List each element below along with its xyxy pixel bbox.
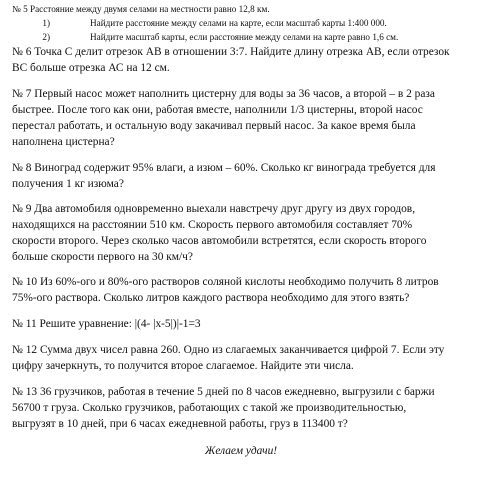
problem-8 [12, 160, 470, 192]
problem-12 [12, 342, 470, 374]
problem-11 [12, 316, 470, 332]
problem-5-line-1: № 5 Расстояние между двумя селами на местности равно 12,8 км. [12, 4, 270, 14]
problem-7 [12, 86, 470, 150]
problem-10-line-2: 75%-ого раствора. Сколько литров каждого раствора необходимо для этого взять? [12, 292, 410, 304]
problem-12-line-2: цифру зачеркнуть, то получится второе слагаемое. Найдите эти числа. [12, 360, 354, 372]
problem-7-line-3: перестал работать, и остальную воду закачивал первый насос. За какое время была [12, 120, 416, 132]
problem-9 [12, 201, 470, 265]
problem-7-line-1: № 7 Первый насос может наполнить цистерну для воды за 36 часов, а второй – в 2 раза [12, 88, 435, 100]
subitem-number: 1) [42, 18, 50, 28]
problem-5-subitem-1 [12, 16, 470, 30]
problem-5 [12, 2, 470, 44]
problem-7-line-4: наполнена цистерна? [12, 136, 115, 148]
problem-10-line-1: № 10 Из 60%-ого и 80%-ого растворов соляной кислоты необходимо получить 8 литров [12, 276, 439, 288]
problem-6 [12, 44, 470, 76]
problem-13 [12, 384, 470, 432]
problem-8-line-1: № 8 Виноград содержит 95% влаги, а изюм – 60%. Сколько кг винограда требуется для [12, 162, 436, 174]
problem-9-line-1: № 9 Два автомобиля одновременно выехали навстречу друг другу из двух городов, [12, 203, 416, 215]
problem-10 [12, 274, 470, 306]
problem-5-subitem-2 [12, 30, 470, 44]
problem-13-line-1: № 13 36 грузчиков, работая в течение 5 дней по 8 часов ежедневно, выгрузили с баржи [12, 386, 435, 398]
problem-6-line-2: ВС больше отрезка АС на 12 см. [12, 62, 170, 74]
problem-13-line-3: выгрузят в 10 дней, при 6 часах ежедневной работы, груз в 113400 т? [12, 418, 348, 430]
problem-12-line-1: № 12 Сумма двух чисел равна 260. Одно из слагаемых заканчивается цифрой 7. Если эту [12, 344, 445, 356]
problem-8-line-2: получения 1 кг изюма? [12, 178, 124, 190]
problem-11-line-1: № 11 Решите уравнение: |(4- |x-5|)|-1=3 [12, 318, 201, 330]
problem-13-line-2: 56700 т груза. Сколько грузчиков, работающих с такой же производительностью, [12, 402, 407, 414]
problem-9-line-2: находящихся на расстоянии 510 км. Скорость первого автомобиля составляет 70% [12, 219, 413, 231]
problem-9-line-4: больше скорости первого на 30 км/ч? [12, 251, 193, 263]
problem-6-line-1: № 6 Точка С делит отрезок АВ в отношении 3:7. Найдите длину отрезка АВ, если отрезок [12, 46, 450, 58]
subitem-text: Найдите расстояние между селами на карте, если масштаб карты 1:400 000. [90, 18, 387, 28]
subitem-text: Найдите масштаб карты, если расстояние между селами на карте равно 1,6 см. [90, 32, 399, 42]
good-luck-signoff: Желаем удачи! [204, 445, 278, 457]
subitem-number: 2) [42, 32, 50, 42]
problem-7-line-2: быстрее. После того как они, работая вместе, наполнили 1/3 цистерны, второй насос [12, 104, 423, 116]
problem-9-line-3: скорости второго. Через сколько часов автомобили встретятся, если скорость второго [12, 235, 427, 247]
